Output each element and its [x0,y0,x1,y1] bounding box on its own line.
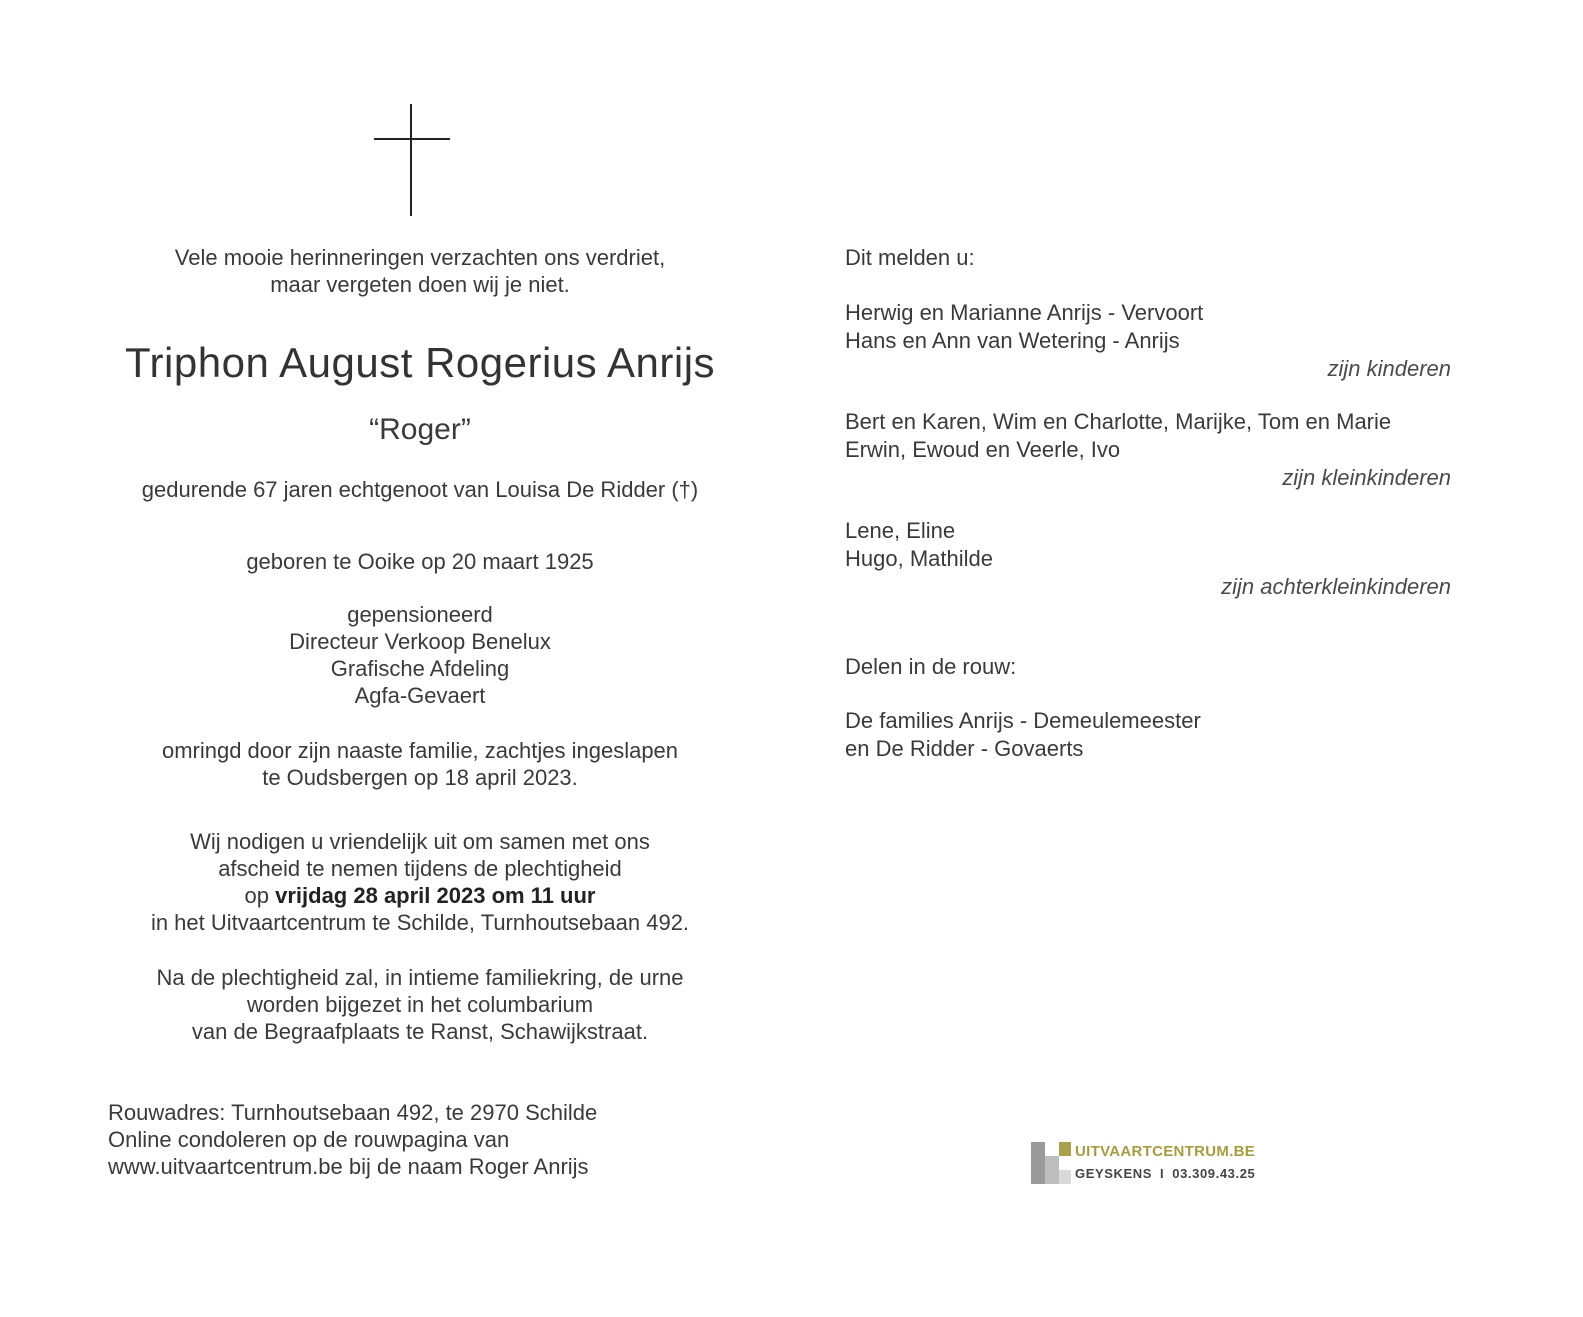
deceased-nickname: “Roger” [369,413,471,446]
logo-mark-icon [1031,1142,1071,1184]
relation-label: zijn kinderen [1327,356,1451,381]
children-block [845,299,1451,383]
family-line: en De Ridder - Govaerts [845,736,1084,761]
relation-label: zijn achterkleinkinderen [1221,574,1451,599]
quote-line: maar vergeten doen wij je niet. [270,272,570,297]
family-line: Hugo, Mathilde [845,546,993,571]
deceased-full-name: Triphon August Rogerius Anrijs [124,339,716,386]
career-line: Grafische Afdeling [330,656,510,681]
memorial-quote [100,244,740,298]
logo-phone: 03.309.43.25 [1172,1166,1256,1181]
career-line: gepensioneerd [347,602,493,627]
logo-name: GEYSKENS [1075,1166,1153,1181]
urn-line: van de Begraafplaats te Ranst, Schawijkstraat. [191,1019,649,1044]
family-line: Bert en Karen, Wim en Charlotte, Marijke, Tom en Marie [845,409,1392,434]
invite-line: Wij nodigen u vriendelijk uit om samen met ons [190,829,650,854]
death-line: omringd door zijn naaste familie, zachtjes ingeslapen [161,738,679,763]
death-line: te Oudsbergen op 18 april 2023. [262,765,578,790]
death-block [100,737,740,791]
family-line: Herwig en Marianne Anrijs - Vervoort [845,300,1204,325]
career-line: Directeur Verkoop Benelux [289,629,551,654]
funeral-home-logo [1031,1142,1271,1186]
invite-date-prefix: op [244,883,276,908]
ceremony-invitation [100,828,740,936]
grandchildren-block [845,408,1451,492]
logo-separator: I [1160,1166,1165,1181]
urn-line: Na de plechtigheid zal, in intieme familiekring, de urne [156,965,684,990]
spouse-line: gedurende 67 jaren echtgenoot van Louisa De Ridder (†) [141,477,699,502]
family-line: Lene, Eline [845,518,956,543]
address-line: Rouwadres: Turnhoutsebaan 492, te 2970 Schilde [108,1100,598,1125]
logo-subline [1075,1166,1255,1182]
ceremony-date: vrijdag 28 april 2023 om 11 uur [275,883,596,908]
career-block [100,601,740,709]
career-line: Agfa-Gevaert [354,683,486,708]
families-block [845,707,1451,763]
urn-block [100,964,740,1045]
invite-line: in het Uitvaartcentrum te Schilde, Turnhoutsebaan 492. [150,910,690,935]
invite-date-line [100,882,740,909]
share-mourning-intro: Delen in de rouw: [845,654,1017,679]
cross-icon [374,104,450,216]
family-line: Hans en Ann van Wetering - Anrijs [845,328,1180,353]
family-line: Erwin, Ewoud en Veerle, Ivo [845,437,1121,462]
logo-brand: UITVAARTCENTRUM.BE [1075,1143,1256,1160]
quote-line: Vele mooie herinneringen verzachten ons verdriet, [174,245,666,270]
condolence-address [108,1099,728,1180]
birth-line: geboren te Ooike op 20 maart 1925 [246,549,594,574]
announcement-intro: Dit melden u: [845,245,975,270]
urn-line: worden bijgezet in het columbarium [246,992,594,1017]
relation-label: zijn kleinkinderen [1282,465,1451,490]
family-line: De families Anrijs - Demeulemeester [845,708,1201,733]
condolence-line: Online condoleren op de rouwpagina van [108,1127,510,1152]
invite-line: afscheid te nemen tijdens de plechtigheid [218,856,622,881]
great-grandchildren-block [845,517,1451,601]
condolence-link: www.uitvaartcentrum.be bij de naam Roger Anrijs [108,1154,589,1179]
